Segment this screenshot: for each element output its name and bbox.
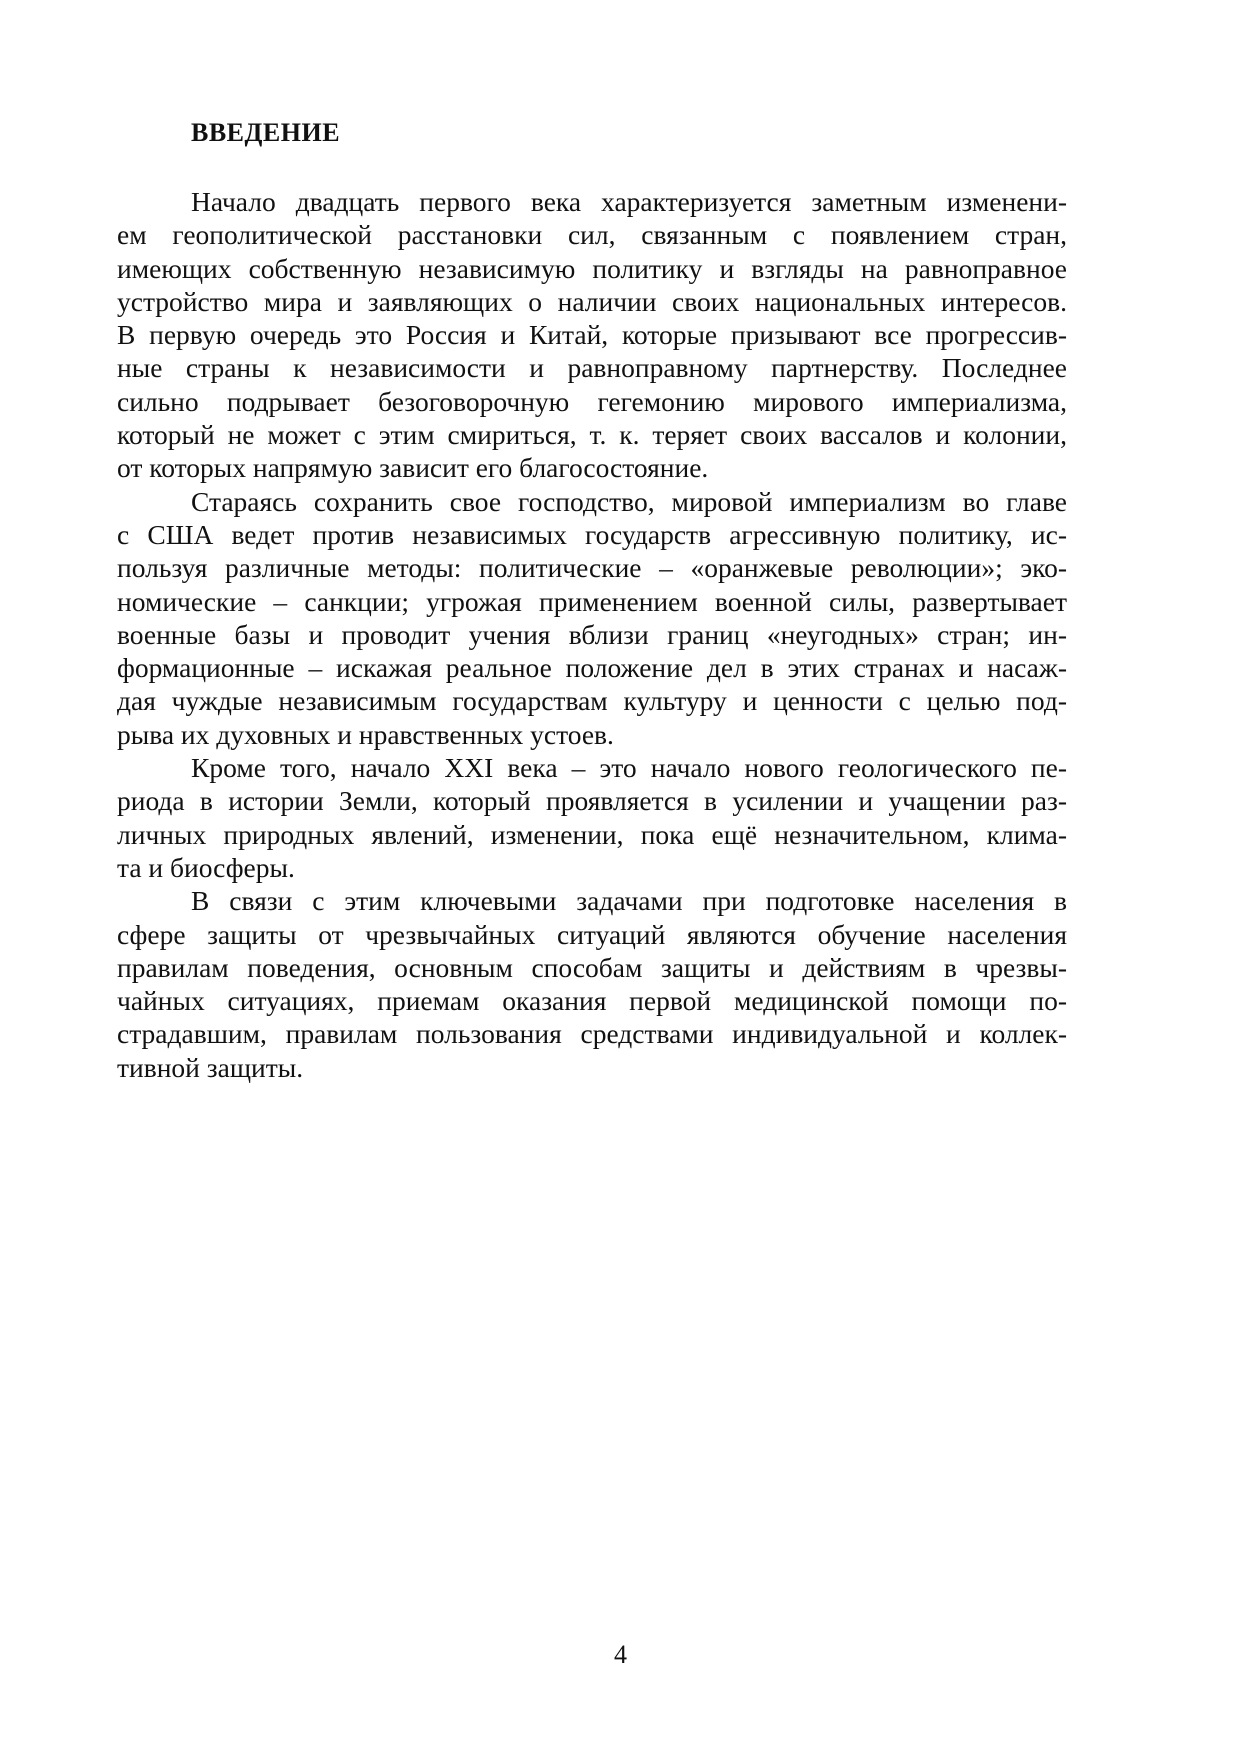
text-line: номические – санкции; угрожая применением военной силы, развертывает bbox=[117, 585, 1067, 617]
text-line: военные базы и проводит учения вблизи границ «неугодных» стран; ин- bbox=[117, 618, 1067, 650]
text-line: страдавшим, правилам пользования средствами индивидуальной и коллек- bbox=[117, 1018, 1067, 1050]
text-line: В связи с этим ключевыми задачами при подготовке населения в bbox=[191, 885, 1067, 917]
body-text bbox=[117, 185, 1067, 1084]
text-line: формационные – искажая реальное положение дел в этих странах и насаж- bbox=[117, 652, 1067, 684]
text-line: Кроме того, начало XXI века – это начало нового геологического пе- bbox=[191, 752, 1067, 784]
text-line: Начало двадцать первого века характеризуется заметным изменени- bbox=[191, 186, 1067, 217]
text-line: тивной защиты. bbox=[117, 1051, 304, 1083]
text-line: устройство мира и заявляющих о наличии своих национальных интересов. bbox=[117, 285, 1067, 317]
text-line: сильно подрывает безоговорочную гегемонию мирового империализма, bbox=[117, 385, 1067, 417]
page-number: 4 bbox=[614, 1640, 627, 1669]
text-line: рыва их духовных и нравственных устоев. bbox=[117, 718, 614, 750]
text-line: дая чуждые независимым государствам культуру и ценности с целью под- bbox=[117, 685, 1067, 717]
text-line: личных природных явлений, изменении, пока ещё незначительном, клима- bbox=[117, 818, 1067, 850]
text-line: имеющих собственную независимую политику и взгляды на равноправное bbox=[117, 252, 1067, 284]
text-line: ем геополитической расстановки сил, связанным с появлением стран, bbox=[117, 219, 1067, 251]
text-line: ные страны к независимости и равноправному партнерству. Последнее bbox=[117, 352, 1067, 384]
text-line: правилам поведения, основным способам защиты и действиям в чрезвы- bbox=[117, 951, 1067, 983]
text-line: сфере защиты от чрезвычайных ситуаций являются обучение населения bbox=[117, 918, 1067, 950]
text-line: который не может с этим смириться, т. к. теряет своих вассалов и колонии, bbox=[117, 419, 1067, 451]
text-line: с США ведет против независимых государств агрессивную политику, ис- bbox=[117, 518, 1067, 550]
text-line: риода в истории Земли, который проявляется в усилении и учащении раз- bbox=[117, 785, 1067, 817]
text-line: В первую очередь это Россия и Китай, которые призывают все прогрессив- bbox=[117, 319, 1067, 351]
text-line: от которых напрямую зависит его благосостояние. bbox=[117, 452, 709, 484]
section-heading: ВВЕДЕНИЕ bbox=[191, 118, 341, 147]
text-line: Стараясь сохранить свое господство, мировой империализм во главе bbox=[191, 485, 1067, 517]
text-line: чайных ситуациях, приемам оказания первой медицинской помощи по- bbox=[117, 985, 1067, 1017]
text-line: та и биосферы. bbox=[117, 851, 295, 883]
text-line: пользуя различные методы: политические – «оранжевые революции»; эко- bbox=[117, 552, 1067, 584]
